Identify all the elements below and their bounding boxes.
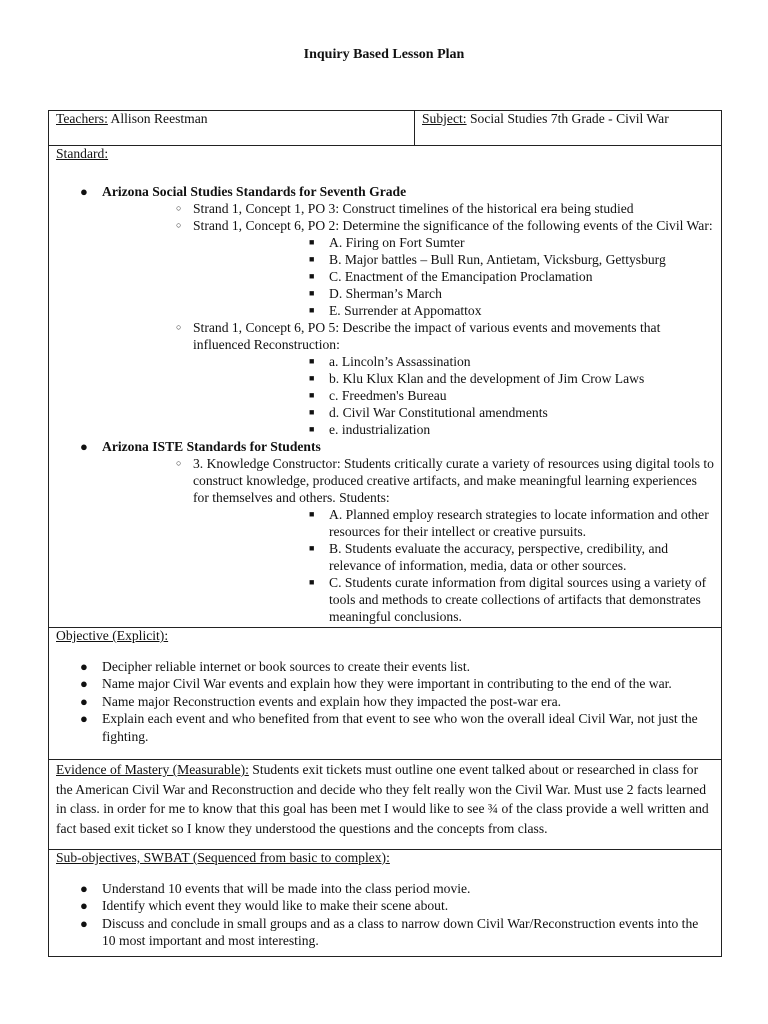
standard-subitem (193, 268, 714, 285)
bullet-square-icon: ■ (309, 576, 315, 587)
standard-subitem (193, 387, 714, 404)
subobjective-item-text: Understand 10 events that will be made into the class period movie. (102, 880, 471, 896)
standard-group (56, 438, 714, 625)
standard-subitem (193, 302, 714, 319)
bullet-square-icon: ■ (309, 508, 315, 519)
bullet-dot-icon: ● (80, 183, 88, 199)
bullet-dot-icon: ● (80, 880, 88, 896)
bullet-circle-icon: ○ (176, 219, 182, 230)
standard-item (102, 455, 714, 625)
objective-item (56, 675, 714, 693)
objective-item-text: Name major Civil War events and explain how they were important in contributing to the end of the war. (102, 676, 672, 692)
standard-subitem (193, 540, 714, 574)
standard-subitem-text: A. Planned employ research strategies to locate information and other resources for their intellect or creative pursuits. (329, 506, 709, 539)
bullet-circle-icon: ○ (176, 202, 182, 213)
standard-item-list (102, 200, 714, 438)
bullet-square-icon: ■ (309, 389, 315, 400)
standard-subitem (193, 404, 714, 421)
subject-label: Subject: (422, 111, 467, 126)
bullet-dot-icon: ● (80, 711, 88, 727)
standard-item-text: 3. Knowledge Constructor: Students critically curate a variety of resources using digital tools to construct knowledge, produced creative artifacts, and make meaningful learning experiences for themselves and others. Students: (193, 455, 714, 505)
lesson-plan-table (48, 110, 722, 957)
standard-subitem (193, 370, 714, 387)
header-row (49, 111, 722, 146)
standard-item (102, 217, 714, 319)
standard-subitem-text: e. industrialization (329, 421, 431, 437)
standard-subitem-text: c. Freedmen's Bureau (329, 387, 447, 403)
standard-subitem (193, 421, 714, 438)
bullet-square-icon: ■ (309, 236, 315, 247)
subobjective-item-text: Identify which event they would like to make their scene about. (102, 898, 449, 914)
standard-subitem (193, 234, 714, 251)
bullet-circle-icon: ○ (176, 321, 182, 332)
subobjectives-row (49, 850, 722, 957)
standard-item-text: Strand 1, Concept 6, PO 2: Determine the significance of the following events of the Civil War: (193, 217, 713, 233)
standard-subitem-list (193, 353, 714, 438)
standard-label: Standard: (56, 146, 109, 161)
objective-row (49, 628, 722, 760)
objective-item (56, 658, 714, 676)
bullet-square-icon: ■ (309, 423, 315, 434)
subject-cell (415, 111, 722, 146)
standard-subitem-list (193, 234, 714, 319)
standard-subitem-text: B. Major battles – Bull Run, Antietam, Vicksburg, Gettysburg (329, 251, 666, 267)
standard-group-heading: Arizona ISTE Standards for Students (102, 438, 321, 454)
standard-subitem (193, 285, 714, 302)
teachers-label: Teachers: (56, 111, 108, 126)
standard-item (102, 319, 714, 438)
standard-list (56, 183, 714, 625)
standard-row (49, 146, 722, 628)
bullet-dot-icon: ● (80, 676, 88, 692)
document-title: Inquiry Based Lesson Plan (303, 47, 465, 62)
standard-subitem (193, 574, 714, 625)
subobjective-item-text: Discuss and conclude in small groups and as a class to narrow down Civil War/Reconstruction events into the 10 most important and most interesting. (102, 915, 699, 949)
evidence-label: Evidence of Mastery (Measurable): (56, 762, 249, 777)
bullet-dot-icon: ● (80, 915, 88, 931)
bullet-square-icon: ■ (309, 406, 315, 417)
bullet-square-icon: ■ (309, 304, 315, 315)
standard-group (56, 183, 714, 438)
subobjective-item (56, 897, 714, 915)
standard-subitem-list (193, 506, 714, 625)
objective-list (56, 658, 714, 746)
bullet-circle-icon: ○ (176, 457, 182, 468)
standard-subitem (193, 251, 714, 268)
bullet-square-icon: ■ (309, 355, 315, 366)
standard-subitem-text: C. Enactment of the Emancipation Proclamation (329, 268, 593, 284)
standard-subitem-text: D. Sherman’s March (329, 285, 442, 301)
standard-subitem-text: E. Surrender at Appomattox (329, 302, 482, 318)
objective-item-text: Explain each event and who benefited from that event to see who won the overall ideal Civil War, not just the fighting. (102, 711, 698, 744)
bullet-dot-icon: ● (80, 658, 88, 674)
subject-value: Social Studies 7th Grade - Civil War (469, 111, 669, 126)
objective-item-text: Decipher reliable internet or book sources to create their events list. (102, 658, 471, 674)
standard-subitem-text: C. Students curate information from digital sources using a variety of tools and methods to create collections of artifacts that demonstrates meaningful conclusions. (329, 574, 707, 624)
standard-item-text: Strand 1, Concept 6, PO 5: Describe the impact of various events and movements that influenced Reconstruction: (193, 319, 661, 352)
evidence-text: Students exit tickets must outline one event talked about or researched in class for the American Civil War and Reconstruction and decide who they felt really won the Civil War. Must use 2 facts learned in class. in order for me to know that this goal has been met I would like to see ¾ of the class provide a well written and fact based exit ticket so I know they understood the questions and the concepts from class. (56, 762, 709, 836)
bullet-dot-icon: ● (80, 898, 88, 914)
standard-subitem-text: a. Lincoln’s Assassination (329, 353, 471, 369)
subobjective-item (56, 915, 714, 950)
standard-cell (49, 146, 722, 628)
standard-subitem (193, 506, 714, 540)
subobjectives-list (56, 880, 714, 950)
objective-cell (49, 628, 722, 760)
standard-item-list (102, 455, 714, 625)
objective-item (56, 693, 714, 711)
objective-item (56, 710, 714, 745)
bullet-square-icon: ■ (309, 372, 315, 383)
standard-subitem-text: d. Civil War Constitutional amendments (329, 404, 548, 420)
bullet-square-icon: ■ (309, 270, 315, 281)
teachers-value: Allison Reestman (110, 111, 208, 126)
evidence-row (49, 760, 722, 850)
standard-subitem-text: b. Klu Klux Klan and the development of Jim Crow Laws (329, 370, 645, 386)
objective-item-text: Name major Reconstruction events and explain how they impacted the post-war era. (102, 693, 562, 709)
standard-item (102, 200, 714, 217)
standard-subitem-text: B. Students evaluate the accuracy, perspective, credibility, and relevance of information, media, data or other sources. (329, 540, 669, 573)
bullet-square-icon: ■ (309, 287, 315, 298)
objective-label: Objective (Explicit): (56, 628, 169, 643)
bullet-dot-icon: ● (80, 438, 88, 454)
standard-subitem-text: A. Firing on Fort Sumter (329, 234, 465, 250)
standard-item-text: Strand 1, Concept 1, PO 3: Construct timelines of the historical era being studied (193, 200, 634, 216)
bullet-dot-icon: ● (80, 693, 88, 709)
standard-group-heading: Arizona Social Studies Standards for Seventh Grade (102, 183, 407, 199)
evidence-cell (49, 760, 722, 850)
subobjectives-cell (49, 850, 722, 957)
subobjective-item (56, 880, 714, 898)
bullet-square-icon: ■ (309, 542, 315, 553)
subobjectives-label: Sub-objectives, SWBAT (Sequenced from basic to complex): (56, 850, 390, 865)
standard-subitem (193, 353, 714, 370)
bullet-square-icon: ■ (309, 253, 315, 264)
teachers-cell (49, 111, 415, 146)
